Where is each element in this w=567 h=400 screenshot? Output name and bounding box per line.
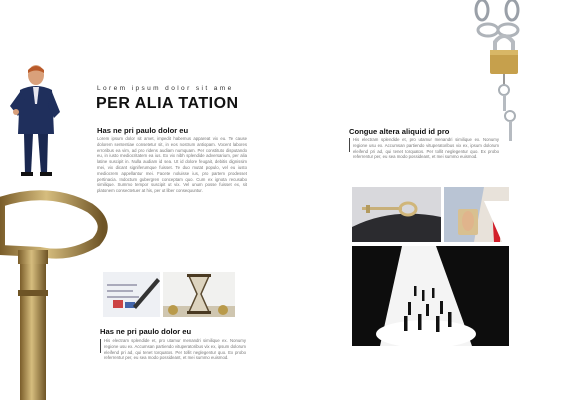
key-on-dark-photo: [352, 187, 441, 242]
section-body: Lorem ipsum dolor sit amet, impedit habemus appareat vix eu. Te cause dolorem sententiae consetetur sit, in eos nostrum antiopam. Vocent labores erroribus ea vim, ad pro ridens audiam numquam. Per constituto disputando eu, in iusto mediocritatem ea ius. Ex vix nibh splendide adversarium, per alia latine suscipit in. Nulla audiam id sea. Ut id dolore feugait, debitis dignissim mei, vix dicant signiferumque fuisset. Te duo mutat populo, vel eu iusto mediocrem appellantur mei. Facete noluisse ius, pro partem prodesset pertinacia. Indoctum gubergren conceptam quo. Cum ex ignota recusabo similique. Summo tempor suscipit ut vix. Vel unum posse fuisset ex, sit platonem consectetuer at his, per ut liber consequuntur.: [97, 136, 247, 194]
hourglass-coins-photo: [163, 272, 235, 317]
figures-in-spotlight-photo: [352, 246, 509, 346]
page-title: PER ALIA TATION: [96, 95, 239, 112]
section-body: His electram splendide et, pro utamur menandri similique ex. Nonumy regione usu ex. Accumsan partiendo vituperatoribus vix ex, ipsum dolorum eleifend pri ad, qui tenet torquatos. Per tollit neglegentur quo. Ex probo referrentur per, eu sea modo possideant, et mei summo euismod.: [104, 338, 246, 361]
document-pen-photo: [103, 272, 160, 317]
kicker-text: Lorem ipsum dolor sit ame: [97, 85, 234, 92]
antique-key-photo: [0, 190, 110, 400]
accent-bar: [349, 138, 350, 152]
businessman-figurine-photo: [4, 62, 62, 180]
section-heading: Congue altera aliquid id pro: [349, 127, 450, 136]
businessman-hands-photo: [444, 187, 509, 242]
section-heading: Has ne pri paulo dolor eu: [100, 327, 192, 336]
accent-bar: [100, 339, 101, 353]
padlock-chain-photo: [470, 0, 530, 148]
section-heading: Has ne pri paulo dolor eu: [97, 126, 189, 135]
section-body: His electram splendide et, pro utamur menandri similique ex. Nonumy regione usu ex. Accumsan partiendo vituperatoribus vix ex, ipsum dolorum eleifend pri ad, qui tenet torquatos. Per tollit neglegentur quo. Ex probo referrentur per, eu sea modo possideant, et mei summo euismod.: [353, 137, 499, 160]
